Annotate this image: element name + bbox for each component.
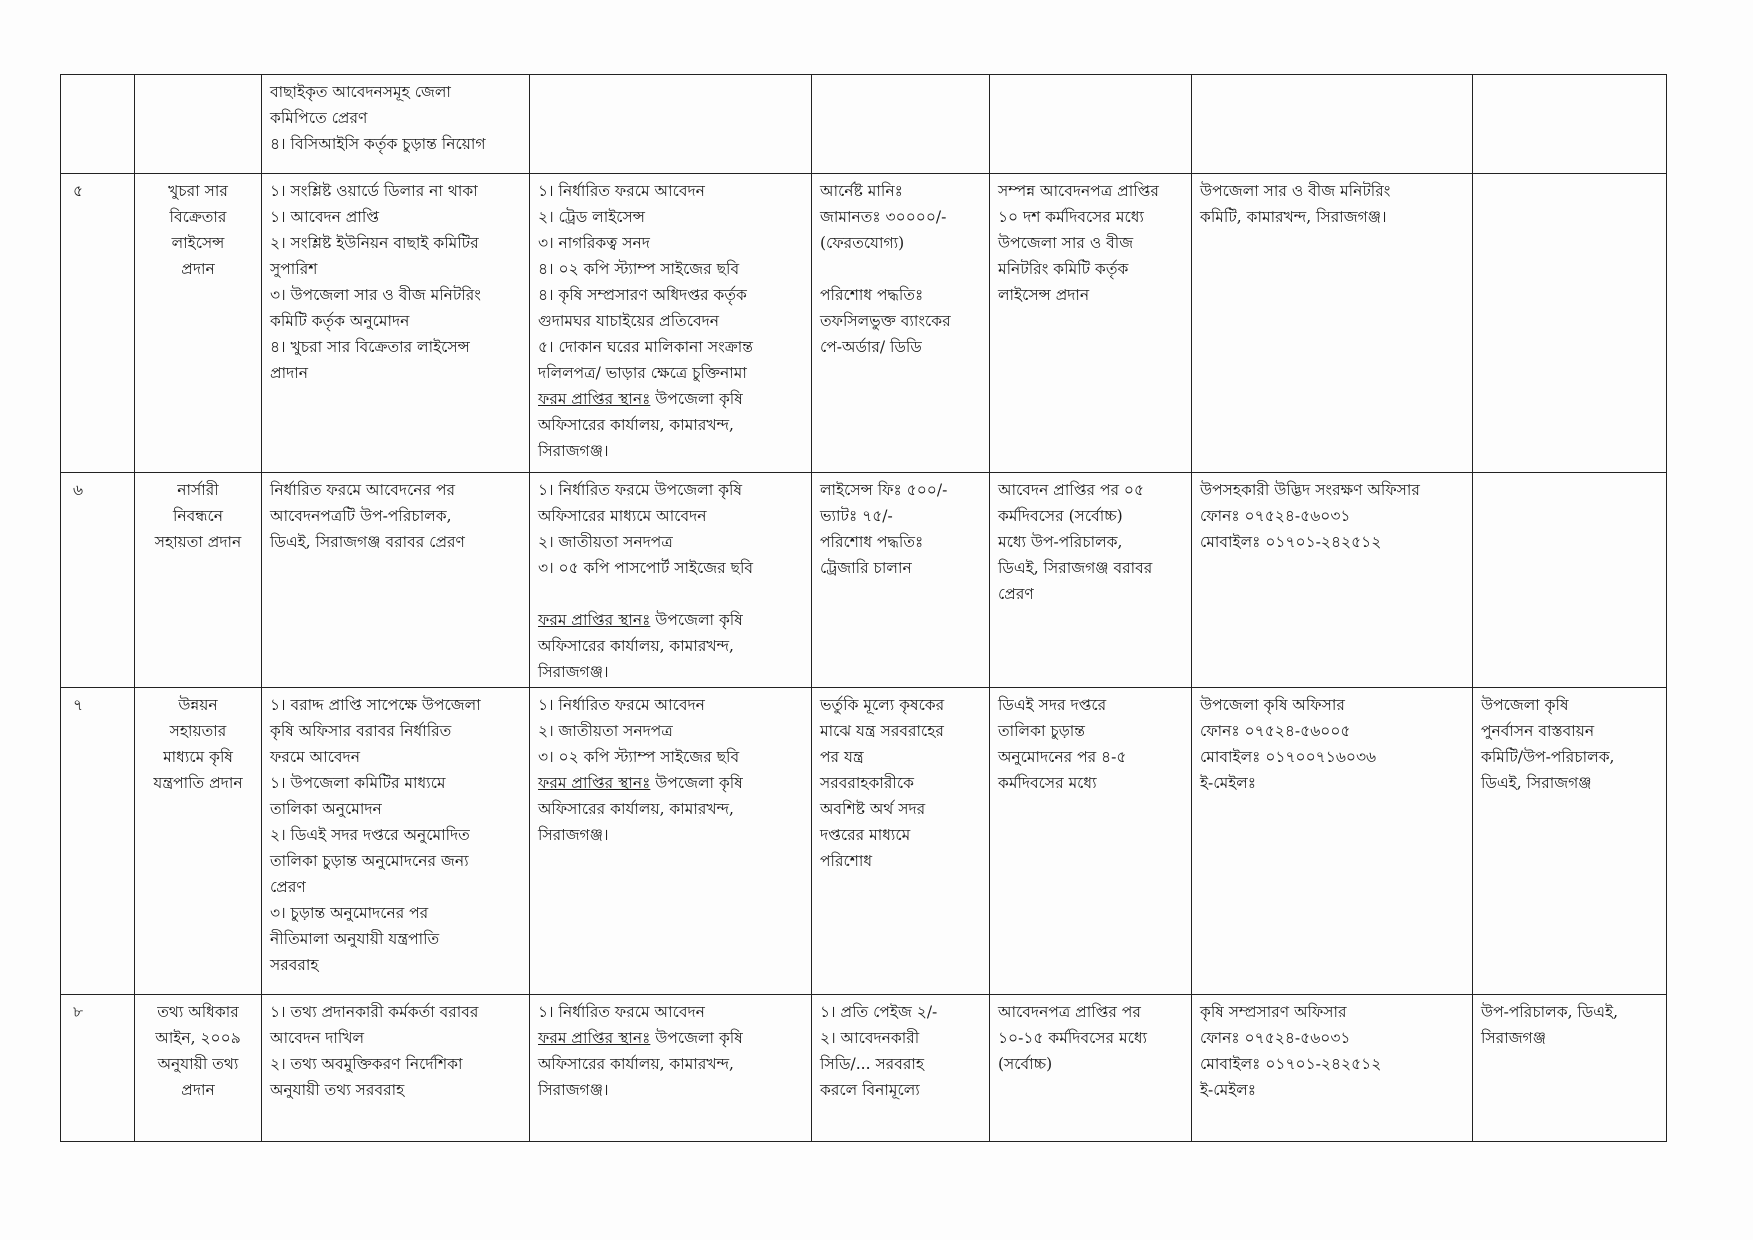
service-name-line: তথ্য অধিকার bbox=[157, 1003, 239, 1021]
procedure-cell bbox=[262, 75, 530, 174]
service-name-cell bbox=[135, 174, 262, 473]
service-name-line: খুচরা সার bbox=[168, 182, 228, 200]
service-name-cell bbox=[135, 995, 262, 1142]
service-name-line: লাইসেন্স bbox=[171, 234, 225, 252]
document-page bbox=[60, 74, 1666, 1142]
procedure-line: কৃষি অফিসার বরাবর নির্ধারিত bbox=[270, 722, 452, 740]
timeframe-line: মধ্যে উপ-পরিচালক, bbox=[998, 533, 1123, 551]
serial-cell: ৫ bbox=[61, 174, 135, 473]
blank-line bbox=[820, 256, 981, 282]
serial-cell: ৭ bbox=[61, 688, 135, 995]
timeframe-line: কর্মদিবসের (সর্বোচ্চ) bbox=[998, 507, 1123, 525]
service-name-line: প্রদান bbox=[181, 260, 215, 278]
table-row bbox=[61, 688, 1667, 995]
higher-officer-cell bbox=[1473, 688, 1667, 995]
documents-cell bbox=[530, 995, 812, 1142]
fee-cell bbox=[812, 995, 990, 1142]
form-location-line: সিরাজগঞ্জ। bbox=[538, 442, 609, 460]
timeframe-cell bbox=[990, 688, 1192, 995]
form-location-line: সিরাজগঞ্জ। bbox=[538, 1081, 609, 1099]
document-line: ২। জাতীয়তা সনদপত্র bbox=[538, 722, 673, 740]
procedure-line: ৩। চুড়ান্ত অনুমোদনের পর bbox=[270, 904, 429, 922]
procedure-line: ডিএই, সিরাজগঞ্জ বরাবর প্রেরণ bbox=[270, 533, 465, 551]
document-line: ৩। নাগরিকত্ব সনদ bbox=[538, 234, 650, 252]
fee-line: পে-অর্ডার/ ডিডি bbox=[820, 338, 922, 356]
officer-line: কৃষি সম্প্রসারণ অফিসার bbox=[1200, 1003, 1347, 1021]
service-name-line: উন্নয়ন bbox=[178, 696, 218, 714]
fee-line: ভ্যাটঃ ৭৫/- bbox=[820, 507, 893, 525]
table-row bbox=[61, 75, 1667, 174]
form-location-line: ফরম প্রাপ্তির স্থানঃ উপজেলা কৃষি bbox=[538, 390, 743, 408]
higher-officer-line: কমিটি/উপ-পরিচালক, bbox=[1481, 748, 1615, 766]
fee-line: পর যন্ত্র bbox=[820, 748, 864, 766]
service-name-line: প্রদান bbox=[181, 1081, 215, 1099]
service-name-line: সহায়তার bbox=[169, 722, 227, 740]
serial-cell: ৮ bbox=[61, 995, 135, 1142]
higher-officer-cell bbox=[1473, 174, 1667, 473]
documents-cell bbox=[530, 75, 812, 174]
fee-line: সরবরাহকারীকে bbox=[820, 774, 914, 792]
officer-line: মোবাইলঃ ০১৭০০৭১৬০৩৬ bbox=[1200, 748, 1377, 766]
officer-cell bbox=[1192, 688, 1473, 995]
procedure-line: প্রেরণ bbox=[270, 878, 306, 896]
procedure-line: কমিপিতে প্রেরণ bbox=[270, 109, 368, 127]
timeframe-line: আবেদনপত্র প্রাপ্তির পর bbox=[998, 1003, 1141, 1021]
fee-line: সিডি/... সরবরাহ bbox=[820, 1055, 925, 1073]
fee-line: মাঝে যন্ত্র সরবরাহের bbox=[820, 722, 944, 740]
procedure-line: নির্ধারিত ফরমে আবেদনের পর bbox=[270, 481, 456, 499]
form-location-line: অফিসারের কার্যালয়, কামারখন্দ, bbox=[538, 416, 734, 434]
service-name-line: নিবন্ধনে bbox=[172, 507, 224, 525]
procedure-line: ১। আবেদন প্রাপ্তি bbox=[270, 208, 380, 226]
procedure-line: ৩। উপজেলা সার ও বীজ মনিটরিং bbox=[270, 286, 481, 304]
procedure-line: ১। সংশ্লিষ্ট ওয়ার্ডে ডিলার না থাকা bbox=[270, 182, 478, 200]
service-name-line: বিক্রেতার bbox=[169, 208, 227, 226]
officer-line: উপজেলা সার ও বীজ মনিটরিং bbox=[1200, 182, 1391, 200]
service-name-line: যন্ত্রপাতি প্রদান bbox=[153, 774, 243, 792]
form-location-line: ফরম প্রাপ্তির স্থানঃ উপজেলা কৃষি bbox=[538, 774, 743, 792]
document-line: দলিলপত্র/ ভাড়ার ক্ষেত্রে চুক্তিনামা bbox=[538, 364, 747, 382]
fee-line: আর্নেষ্ট মানিঃ bbox=[820, 182, 903, 200]
fee-line: দপ্তরের মাধ্যমে bbox=[820, 826, 911, 844]
document-line: ৩। ০২ কপি স্ট্যাম্প সাইজের ছবি bbox=[538, 748, 740, 766]
fee-line: লাইসেন্স ফিঃ ৫০০/- bbox=[820, 481, 948, 499]
form-location-label: ফরম প্রাপ্তির স্থানঃ bbox=[538, 774, 651, 792]
higher-officer-line: উপজেলা কৃষি bbox=[1481, 696, 1569, 714]
document-line: ১। নির্ধারিত ফরমে উপজেলা কৃষি bbox=[538, 481, 743, 499]
fee-line: ২। আবেদনকারী bbox=[820, 1029, 920, 1047]
officer-line: ই-মেইলঃ bbox=[1200, 774, 1257, 792]
officer-cell bbox=[1192, 174, 1473, 473]
procedure-line: তালিকা অনুমোদন bbox=[270, 800, 382, 818]
officer-cell bbox=[1192, 75, 1473, 174]
document-line: ১। নির্ধারিত ফরমে আবেদন bbox=[538, 696, 705, 714]
procedure-cell bbox=[262, 995, 530, 1142]
document-line: ৪। কৃষি সম্প্রসারণ অধিদপ্তর কর্তৃক bbox=[538, 286, 747, 304]
form-location-line: অফিসারের কার্যালয়, কামারখন্দ, bbox=[538, 1055, 734, 1073]
procedure-line: ২। তথ্য অবমুক্তিকরণ নির্দেশিকা bbox=[270, 1055, 463, 1073]
service-name-cell bbox=[135, 75, 262, 174]
documents-cell bbox=[530, 174, 812, 473]
higher-officer-cell bbox=[1473, 473, 1667, 688]
procedure-line: ২। ডিএই সদর দপ্তরে অনুমোদিত bbox=[270, 826, 470, 844]
fee-cell bbox=[812, 473, 990, 688]
higher-officer-cell bbox=[1473, 995, 1667, 1142]
form-location-line: সিরাজগঞ্জ। bbox=[538, 826, 609, 844]
procedure-cell bbox=[262, 688, 530, 995]
fee-line: অবশিষ্ট অর্থ সদর bbox=[820, 800, 926, 818]
form-location-line: অফিসারের কার্যালয়, কামারখন্দ, bbox=[538, 800, 734, 818]
form-location-line: সিরাজগঞ্জ। bbox=[538, 663, 609, 681]
fee-cell bbox=[812, 75, 990, 174]
document-line: ২। জাতীয়তা সনদপত্র bbox=[538, 533, 673, 551]
procedure-line: অনুযায়ী তথ্য সরবরাহ bbox=[270, 1081, 405, 1099]
procedure-line: ৪। খুচরা সার বিক্রেতার লাইসেন্স bbox=[270, 338, 470, 356]
fee-line: করলে বিনামূল্যে bbox=[820, 1081, 920, 1099]
procedure-line: আবেদনপত্রটি উপ-পরিচালক, bbox=[270, 507, 452, 525]
service-name-line: অনুযায়ী তথ্য bbox=[157, 1055, 239, 1073]
procedure-line: ১। উপজেলা কমিটির মাধ্যমে bbox=[270, 774, 446, 792]
timeframe-line: অনুমোদনের পর ৪-৫ bbox=[998, 748, 1127, 766]
timeframe-line: কর্মদিবসের মধ্যে bbox=[998, 774, 1097, 792]
fee-line: পরিশোধ পদ্ধতিঃ bbox=[820, 286, 924, 304]
document-line: ২। ট্রেড লাইসেন্স bbox=[538, 208, 645, 226]
timeframe-line: মনিটরিং কমিটি কর্তৃক bbox=[998, 260, 1129, 278]
procedure-line: ১। তথ্য প্রদানকারী কর্মকর্তা বরাবর bbox=[270, 1003, 479, 1021]
timeframe-line: আবেদন প্রাপ্তির পর ০৫ bbox=[998, 481, 1145, 499]
procedure-cell bbox=[262, 174, 530, 473]
timeframe-cell bbox=[990, 995, 1192, 1142]
document-line: গুদামঘর যাচাইয়ের প্রতিবেদন bbox=[538, 312, 720, 330]
fee-line: জামানতঃ ৩০০০০/- bbox=[820, 208, 947, 226]
timeframe-cell bbox=[990, 473, 1192, 688]
timeframe-cell bbox=[990, 174, 1192, 473]
timeframe-line: ১০-১৫ কর্মদিবসের মধ্যে bbox=[998, 1029, 1148, 1047]
procedure-line: বাছাইকৃত আবেদনসমূহ জেলা bbox=[270, 83, 451, 101]
timeframe-line: ১০ দশ কর্মদিবসের মধ্যে bbox=[998, 208, 1144, 226]
officer-line: ফোনঃ ০৭৫২৪-৫৬০০৫ bbox=[1200, 722, 1351, 740]
officer-cell bbox=[1192, 995, 1473, 1142]
timeframe-line: উপজেলা সার ও বীজ bbox=[998, 234, 1134, 252]
officer-line: উপজেলা কৃষি অফিসার bbox=[1200, 696, 1345, 714]
document-line: ৪। ০২ কপি স্ট্যাম্প সাইজের ছবি bbox=[538, 260, 740, 278]
procedure-line: সরবরাহ bbox=[270, 956, 319, 974]
procedure-line: ৪। বিসিআইসি কর্তৃক চুড়ান্ত নিয়োগ bbox=[270, 135, 486, 153]
timeframe-line: লাইসেন্স প্রদান bbox=[998, 286, 1090, 304]
higher-officer-line: উপ-পরিচালক, ডিএই, bbox=[1481, 1003, 1619, 1021]
service-name-line: আইন, ২০০৯ bbox=[155, 1029, 241, 1047]
timeframe-line: (সর্বোচ্চ) bbox=[998, 1055, 1053, 1073]
form-location-label: ফরম প্রাপ্তির স্থানঃ bbox=[538, 1029, 651, 1047]
citizen-charter-table bbox=[60, 74, 1667, 1142]
procedure-line: ২। সংশ্লিষ্ট ইউনিয়ন বাছাই কমিটির bbox=[270, 234, 479, 252]
fee-line: তফসিলভুক্ত ব্যাংকের bbox=[820, 312, 951, 330]
timeframe-cell bbox=[990, 75, 1192, 174]
officer-line: উপসহকারী উদ্ভিদ সংরক্ষণ অফিসার bbox=[1200, 481, 1420, 499]
timeframe-line: ডিএই, সিরাজগঞ্জ বরাবর bbox=[998, 559, 1153, 577]
procedure-cell bbox=[262, 473, 530, 688]
form-location-label: ফরম প্রাপ্তির স্থানঃ bbox=[538, 390, 651, 408]
procedure-line: নীতিমালা অনুযায়ী যন্ত্রপাতি bbox=[270, 930, 440, 948]
fee-cell bbox=[812, 688, 990, 995]
service-name-line: সহায়তা প্রদান bbox=[154, 533, 242, 551]
service-name-line: নার্সারী bbox=[177, 481, 219, 499]
table-row bbox=[61, 174, 1667, 473]
procedure-line: তালিকা চুড়ান্ত অনুমোদনের জন্য bbox=[270, 852, 469, 870]
timeframe-line: তালিকা চুড়ান্ত bbox=[998, 722, 1085, 740]
higher-officer-line: পুনর্বাসন বাস্তবায়ন bbox=[1481, 722, 1595, 740]
serial-cell bbox=[61, 75, 135, 174]
procedure-line: প্রাদান bbox=[270, 364, 308, 382]
officer-line: কমিটি, কামারখন্দ, সিরাজগঞ্জ। bbox=[1200, 208, 1387, 226]
officer-line: ই-মেইলঃ bbox=[1200, 1081, 1257, 1099]
document-line: ১। নির্ধারিত ফরমে আবেদন bbox=[538, 1003, 705, 1021]
officer-line: ফোনঃ ০৭৫২৪-৫৬০৩১ bbox=[1200, 1029, 1351, 1047]
table-row bbox=[61, 995, 1667, 1142]
timeframe-line: সম্পন্ন আবেদনপত্র প্রাপ্তির bbox=[998, 182, 1159, 200]
fee-line: ১। প্রতি পেইজ ২/- bbox=[820, 1003, 938, 1021]
procedure-line: কমিটি কর্তৃক অনুমোদন bbox=[270, 312, 410, 330]
higher-officer-line: ডিএই, সিরাজগঞ্জ bbox=[1481, 774, 1592, 792]
officer-line: ফোনঃ ০৭৫২৪-৫৬০৩১ bbox=[1200, 507, 1351, 525]
fee-line: (ফেরতযোগ্য) bbox=[820, 234, 905, 252]
officer-cell bbox=[1192, 473, 1473, 688]
serial-cell: ৬ bbox=[61, 473, 135, 688]
document-line: ৫। দোকান ঘরের মালিকানা সংক্রান্ত bbox=[538, 338, 753, 356]
procedure-line: ১। বরাদ্দ প্রাপ্তি সাপেক্ষে উপজেলা bbox=[270, 696, 481, 714]
document-line: অফিসারের মাধ্যমে আবেদন bbox=[538, 507, 707, 525]
fee-cell bbox=[812, 174, 990, 473]
table-body bbox=[61, 75, 1667, 1142]
procedure-line: সুপারিশ bbox=[270, 260, 318, 278]
service-name-cell bbox=[135, 688, 262, 995]
officer-line: মোবাইলঃ ০১৭০১-২৪২৫১২ bbox=[1200, 1055, 1382, 1073]
service-name-cell bbox=[135, 473, 262, 688]
higher-officer-line: সিরাজগঞ্জ bbox=[1481, 1029, 1546, 1047]
form-location-label: ফরম প্রাপ্তির স্থানঃ bbox=[538, 611, 651, 629]
form-location-line: অফিসারের কার্যালয়, কামারখন্দ, bbox=[538, 637, 734, 655]
form-location-line: ফরম প্রাপ্তির স্থানঃ উপজেলা কৃষি bbox=[538, 611, 743, 629]
document-line: ১। নির্ধারিত ফরমে আবেদন bbox=[538, 182, 705, 200]
timeframe-line: প্রেরণ bbox=[998, 585, 1034, 603]
fee-line: ট্রেজারি চালান bbox=[820, 559, 912, 577]
timeframe-line: ডিএই সদর দপ্তরে bbox=[998, 696, 1107, 714]
documents-cell bbox=[530, 688, 812, 995]
procedure-line: আবেদন দাখিল bbox=[270, 1029, 365, 1047]
form-location-line: ফরম প্রাপ্তির স্থানঃ উপজেলা কৃষি bbox=[538, 1029, 743, 1047]
fee-line: ভর্তুকি মূল্যে কৃষকের bbox=[820, 696, 945, 714]
service-name-line: মাধ্যমে কৃষি bbox=[163, 748, 233, 766]
table-row bbox=[61, 473, 1667, 688]
procedure-line: ফরমে আবেদন bbox=[270, 748, 360, 766]
fee-line: পরিশোধ bbox=[820, 852, 873, 870]
higher-officer-cell bbox=[1473, 75, 1667, 174]
document-line: ৩। ০৫ কপি পাসপোর্ট সাইজের ছবি bbox=[538, 559, 754, 577]
fee-line: পরিশোধ পদ্ধতিঃ bbox=[820, 533, 924, 551]
blank-line bbox=[538, 581, 803, 607]
officer-line: মোবাইলঃ ০১৭০১-২৪২৫১২ bbox=[1200, 533, 1382, 551]
documents-cell bbox=[530, 473, 812, 688]
